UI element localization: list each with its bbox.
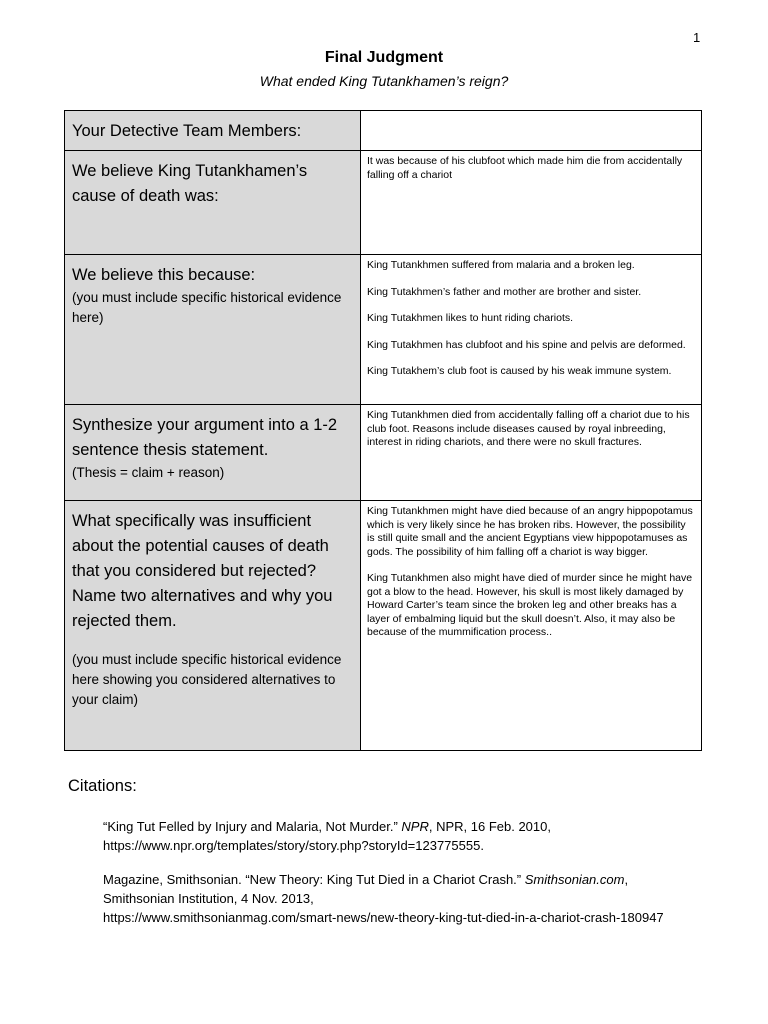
citation-entry [103,870,713,927]
table-row [65,111,702,151]
citation-text: , [624,872,629,887]
question-cell [65,405,361,501]
answer-cell[interactable] [361,151,702,255]
worksheet-table [64,110,702,751]
question-note: (Thesis = claim + reason) [72,465,225,480]
answer-cell[interactable] [361,255,702,405]
citation-text: Smithsonian Institution, 4 Nov. 2013, [103,891,314,906]
citation-source: NPR [401,819,429,834]
citation-text: “King Tut Felled by Injury and Malaria, Not Murder.” [103,819,402,834]
answer-paragraph: It was because of his clubfoot which made him die from accidentally falling off a chariot [367,155,683,181]
citations-heading: Citations: [68,777,137,795]
question-text: We believe King Tutankhamen’s cause of death was: [72,162,308,205]
citation-url: https://www.smithsonianmag.com/smart-news/new-theory-king-tut-died-in-a-chariot-crash-180947 [103,910,664,925]
answer-paragraph: King Tutankhmen died from accidentally falling off a chariot due to his club foot. Reasons include diseases caused by royal inbreeding, interest in riding chariots, and there were no skull fractures. [367,409,690,448]
table-row [65,255,702,405]
question-text: What specifically was insufficient about the potential causes of death that you considered but rejected? Name two alternatives and why you rejected them. [72,512,333,630]
answer-paragraph: King Tutankhmen also might have died of murder since he might have got a blow to the head. However, his skull is most likely damaged by Howard Carter’s team since the broken leg and other breaks has a layer of embalming liquid but the skull doesn’t. Also, it may also be because of the mummification process.. [367,572,693,638]
document-subtitle: What ended King Tutankhamen’s reign? [259,73,509,89]
answer-paragraph: King Tutakhmen has clubfoot and his spine and pelvis are deformed. [367,338,686,351]
citation-entry [103,817,713,855]
question-text: Your Detective Team Members: [72,122,302,140]
question-cell [65,111,361,151]
citation-source: Smithsonian.com [524,872,625,887]
question-note: (you must include specific historical evidence here) [72,290,342,325]
document-title: Final Judgment [324,49,444,66]
question-text: Synthesize your argument into a 1-2 sentence thesis statement. [72,416,338,459]
answer-paragraph: King Tutankhmen suffered from malaria and a broken leg. [367,259,635,271]
answer-paragraph: King Tutakhmen likes to hunt riding chariots. [367,312,574,324]
citation-text: Magazine, Smithsonian. “New Theory: King Tut Died in a Chariot Crash.” [103,872,525,887]
question-text: We believe this because: [72,266,256,284]
page-number: 1 [693,30,701,45]
answer-cell[interactable] [361,405,702,501]
citation-text: , NPR, 16 Feb. 2010, [428,819,551,834]
question-note: (you must include specific historical evidence here showing you considered alternatives to your claim) [72,652,342,707]
question-cell [65,501,361,751]
question-cell [65,255,361,405]
table-row [65,405,702,501]
answer-cell[interactable] [361,501,702,751]
answer-paragraph: King Tutakhmen’s father and mother are brother and sister. [367,285,642,298]
table-row [65,151,702,255]
table-row [65,501,702,751]
answer-paragraph: King Tutakhem’s club foot is caused by his weak immune system. [367,365,672,377]
citation-url: https://www.npr.org/templates/story/story.php?storyId=123775555. [103,838,484,853]
answer-paragraph: King Tutankhmen might have died because of an angry hippopotamus which is very likely since he has broken ribs. However, the possibility is still quite small and the ancient Egyptians view hippopotamuses as gods. The possibility of him falling off a chariot is way bigger. [367,505,693,558]
question-cell [65,151,361,255]
team-members-cell[interactable] [361,111,702,151]
